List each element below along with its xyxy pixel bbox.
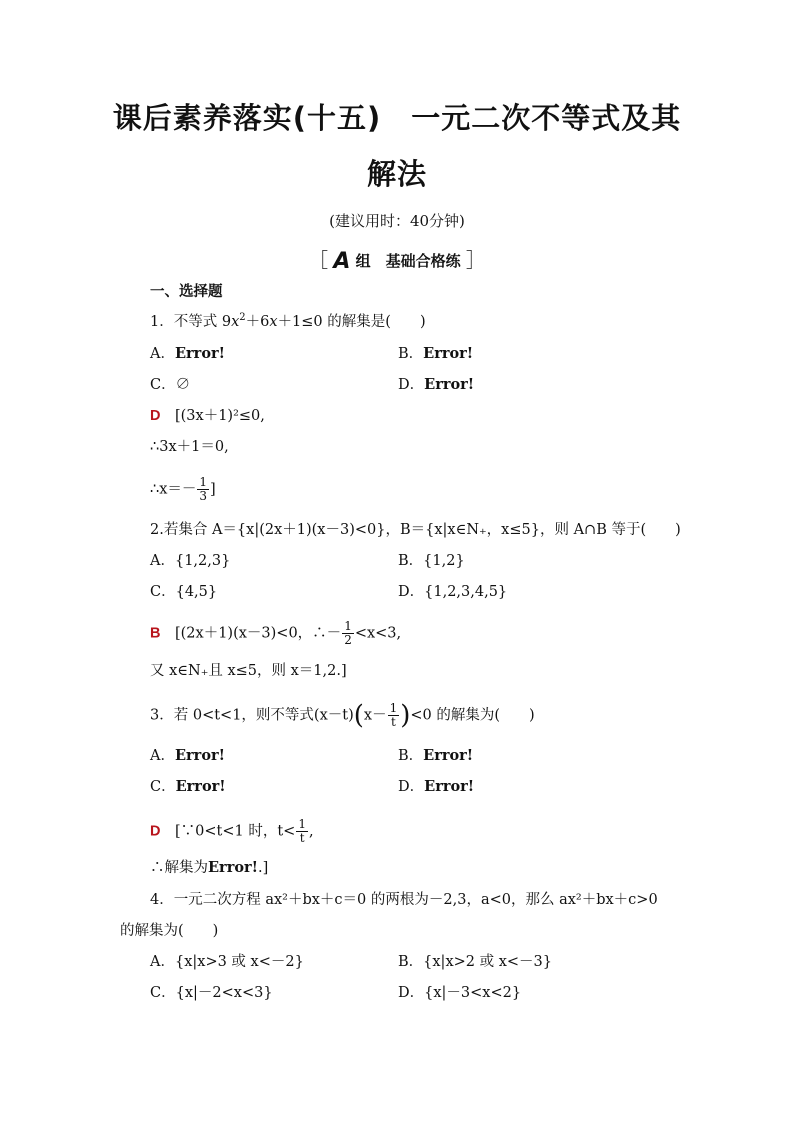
option-text: {x|－2<x<3} — [175, 985, 273, 1001]
q2-option-b — [398, 551, 465, 571]
option-label: D． — [398, 377, 425, 393]
solution-text: ∴x＝－ — [150, 481, 197, 498]
question-4-text: 一元二次方程 ax²＋bx＋c＝0 的两根为－2,3，a<0，那么 ax²＋bx＋c>0 — [173, 892, 658, 908]
option-label: D． — [398, 779, 425, 795]
fraction-numerator: 1 — [389, 701, 398, 715]
q3-solution-line-2 — [150, 858, 268, 878]
q3-option-b — [398, 746, 473, 766]
option-label: B． — [398, 553, 424, 569]
option-label: A． — [150, 553, 175, 569]
q1-option-c — [150, 375, 190, 395]
q4-option-c — [150, 983, 273, 1003]
left-bracket: ［ — [308, 248, 329, 272]
suggested-time: (建议用时：40分钟) — [329, 212, 465, 230]
set-b: B＝{x|x∈N₊，x≤5}， — [399, 522, 555, 538]
fraction-numerator: 1 — [344, 619, 352, 633]
q2-solution-line-1 — [150, 620, 401, 647]
group-label: 组 基础合格练 — [355, 252, 461, 270]
fraction — [197, 476, 209, 503]
option-text: {x|x>2 或 x<－3} — [423, 954, 552, 970]
question-number: 4． — [150, 892, 174, 908]
q1-solution-line-2: ∴3x＋1＝0, — [150, 439, 229, 455]
option-label: C． — [150, 779, 176, 795]
question-1-text-a: 不等式 9 — [173, 314, 232, 330]
option-text: Error! — [174, 747, 225, 764]
fraction — [342, 620, 354, 647]
fraction-denominator: t — [391, 715, 396, 729]
q3-option-a — [150, 746, 225, 766]
q1-option-b — [398, 344, 473, 364]
option-text: Error! — [424, 376, 475, 393]
question-4-stem-line-2: 的解集为( ) — [120, 923, 219, 939]
fraction — [296, 818, 308, 845]
option-label: D． — [398, 985, 425, 1001]
q3-option-d — [398, 777, 474, 797]
option-text: {4,5} — [175, 584, 218, 600]
question-3-text-a: 若 0<t<1，则不等式(x－t) — [173, 707, 354, 724]
solution-text: [∵0<t<1 时，t< — [174, 823, 296, 840]
page-title-continued: 解法 — [366, 157, 427, 191]
question-3-stem — [150, 702, 535, 729]
fraction-numerator: 1 — [199, 475, 208, 489]
page-title: 课后素养落实(十五) 一元二次不等式及其 — [112, 101, 682, 135]
q3-solution-line-1 — [150, 818, 314, 845]
question-2-text: 若集合 — [163, 522, 208, 538]
option-label: C． — [150, 985, 176, 1001]
option-label: B． — [398, 346, 424, 362]
question-3-inner: x－ — [363, 707, 387, 724]
group-letter: A — [333, 249, 351, 274]
solution-error-text: Error! — [208, 859, 259, 876]
q3-option-c — [150, 777, 226, 797]
option-text: Error! — [424, 778, 475, 795]
answer-letter: D — [150, 823, 161, 840]
option-text: {x|x>3 或 x<－2} — [174, 954, 304, 970]
q2-option-a — [150, 551, 230, 571]
fraction-denominator: t — [299, 831, 305, 845]
q4-option-a — [150, 952, 304, 972]
option-text: {1,2} — [423, 553, 465, 569]
option-text: {1,2,3} — [174, 553, 231, 569]
solution-text: <x<3, — [354, 625, 402, 642]
option-label: A． — [150, 346, 175, 362]
q2-solution-line-2: 又 x∈N₊且 x≤5，则 x＝1,2.] — [150, 663, 347, 679]
option-text: Error! — [175, 778, 226, 795]
option-label: B． — [398, 748, 424, 764]
option-label: D． — [398, 584, 425, 600]
question-3-text-b: <0 的解集为( ) — [410, 707, 535, 724]
question-number: 3． — [150, 707, 174, 724]
group-heading — [0, 244, 794, 274]
section-heading: 一、选择题 — [150, 283, 223, 300]
fraction-denominator: 3 — [199, 489, 208, 503]
fraction-denominator: 2 — [344, 633, 352, 647]
q2-option-d — [398, 582, 507, 602]
option-text: {x|－3<x<2} — [424, 985, 522, 1001]
fraction — [388, 702, 400, 729]
left-paren: ( — [353, 700, 364, 731]
option-label: A． — [150, 748, 175, 764]
set-a: A＝{x|(2x＋1)(x－3)<0}， — [211, 522, 400, 538]
question-1-stem: 1．不等式 $9x^2+6x+1\le 0$ 的解集是( ) — [150, 312, 426, 330]
fraction-numerator: 1 — [298, 817, 306, 831]
q1-option-d — [398, 375, 474, 395]
option-text: ∅ — [175, 377, 191, 393]
option-label: C． — [150, 377, 176, 393]
question-2-stem — [150, 520, 681, 540]
q4-option-b — [398, 952, 552, 972]
q1-option-a — [150, 344, 225, 364]
solution-text: [(3x＋1)²≤0, — [174, 408, 265, 424]
answer-letter: D — [150, 408, 161, 424]
option-label: A． — [150, 954, 175, 970]
q1-solution-line-1 — [150, 406, 265, 426]
option-text: Error! — [423, 345, 474, 362]
option-label: C． — [150, 584, 176, 600]
question-1-text-b: 的解集是( ) — [327, 314, 426, 330]
q4-option-d — [398, 983, 521, 1003]
option-text: Error! — [423, 747, 474, 764]
option-text: Error! — [174, 345, 225, 362]
q2-option-c — [150, 582, 217, 602]
question-2-ask: 则 A∩B 等于( ) — [554, 522, 681, 538]
solution-text: .] — [258, 860, 269, 876]
right-paren: ) — [400, 700, 411, 731]
option-text: {1,2,3,4,5} — [424, 584, 508, 600]
solution-text: ] — [210, 481, 216, 498]
solution-text: [(2x＋1)(x－3)<0，∴－ — [174, 625, 342, 642]
answer-letter: B — [150, 625, 161, 642]
q1-solution-line-3 — [150, 476, 216, 503]
question-number: 2. — [150, 522, 164, 538]
solution-text: , — [308, 823, 314, 840]
question-4-stem-line-1 — [150, 890, 658, 910]
question-number: 1． — [150, 314, 174, 330]
right-bracket: ］ — [465, 248, 486, 272]
solution-text: ∴解集为 — [150, 860, 208, 876]
option-label: B． — [398, 954, 424, 970]
